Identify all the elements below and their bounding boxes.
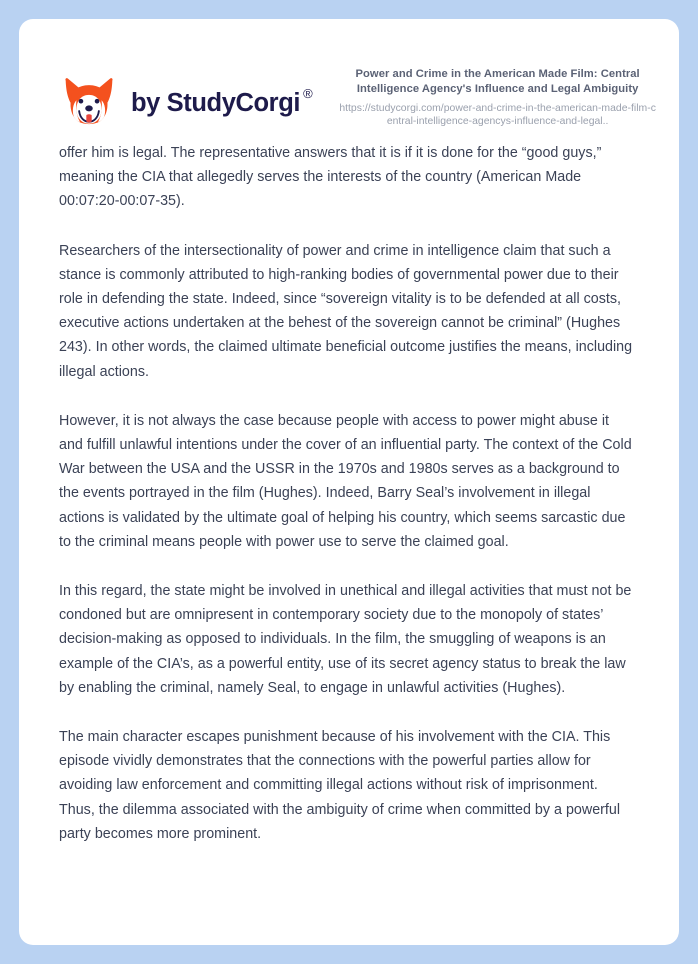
- brand-name-text: by StudyCorgi: [131, 88, 301, 117]
- registered-trademark-icon: ®: [303, 86, 313, 101]
- body-paragraph: offer him is legal. The representative answers that it is if it is done for the “good guys,” meaning the CIA that allegedly serves the interests of the country (American Made 00:07:20-00:07-35).: [59, 145, 602, 210]
- body-paragraph: In this regard, the state might be involved in unethical and illegal activities that must not be condoned but are omnipresent in contemporary society due to the monopoly of states’ decision-making as opposed to individuals. In the film, the smuggling of weapons is an example of the CIA’s, as a powerful entity, use of its secret agency status to break the law by enabling the criminal, namely Seal, to engage in unlawful activities (Hughes).: [59, 583, 632, 696]
- header-metadata: [312, 63, 659, 129]
- body-paragraph: However, it is not always the case because people with access to power might abuse it and fulfill unlawful intentions under the cover of an influential party. The context of the Cold War between the USA and the USSR in the 1970s and 1980s serves as a background to the events portrayed in the film (Hughes). Indeed, Barry Seal’s involvement in illegal actions is validated by the ultimate goal of helping his country, which seems sarcastic due to the criminal means people with power use to serve the claimed goal.: [59, 412, 632, 550]
- document-card: [19, 19, 679, 945]
- corgi-logo-icon: [60, 77, 118, 129]
- document-header: [19, 19, 679, 141]
- page-title: Power and Crime in the American Made Film: Central Intelligence Agency's Influence and Legal Ambiguity: [355, 68, 640, 95]
- brand-wordmark: [131, 86, 313, 118]
- source-url: https://studycorgi.com/power-and-crime-in-the-american-made-film-central-intelligence-agencys-influence-and-legal..: [339, 102, 656, 128]
- body-paragraph: The main character escapes punishment because of his involvement with the CIA. This episode vividly demonstrates that the connections with the powerful parties allow for avoiding law enforcement and committing illegal actions without risk of imprisonment. Thus, the dilemma associated with the ambiguity of crime when committed by a powerful party becomes more prominent.: [59, 729, 621, 842]
- document-body: [19, 141, 679, 846]
- body-paragraph: Researchers of the intersectionality of power and crime in intelligence claim that such a stance is commonly attributed to high-ranking bodies of governmental power due to their role in defending the state. Indeed, since “sovereign vitality is to be defended at all costs, executive actions undertaken at the behest of the sovereign cannot be criminal” (Hughes 243). In other words, the claimed ultimate beneficial outcome justifies the means, including illegal actions.: [59, 242, 633, 380]
- brand-block[interactable]: [60, 63, 312, 129]
